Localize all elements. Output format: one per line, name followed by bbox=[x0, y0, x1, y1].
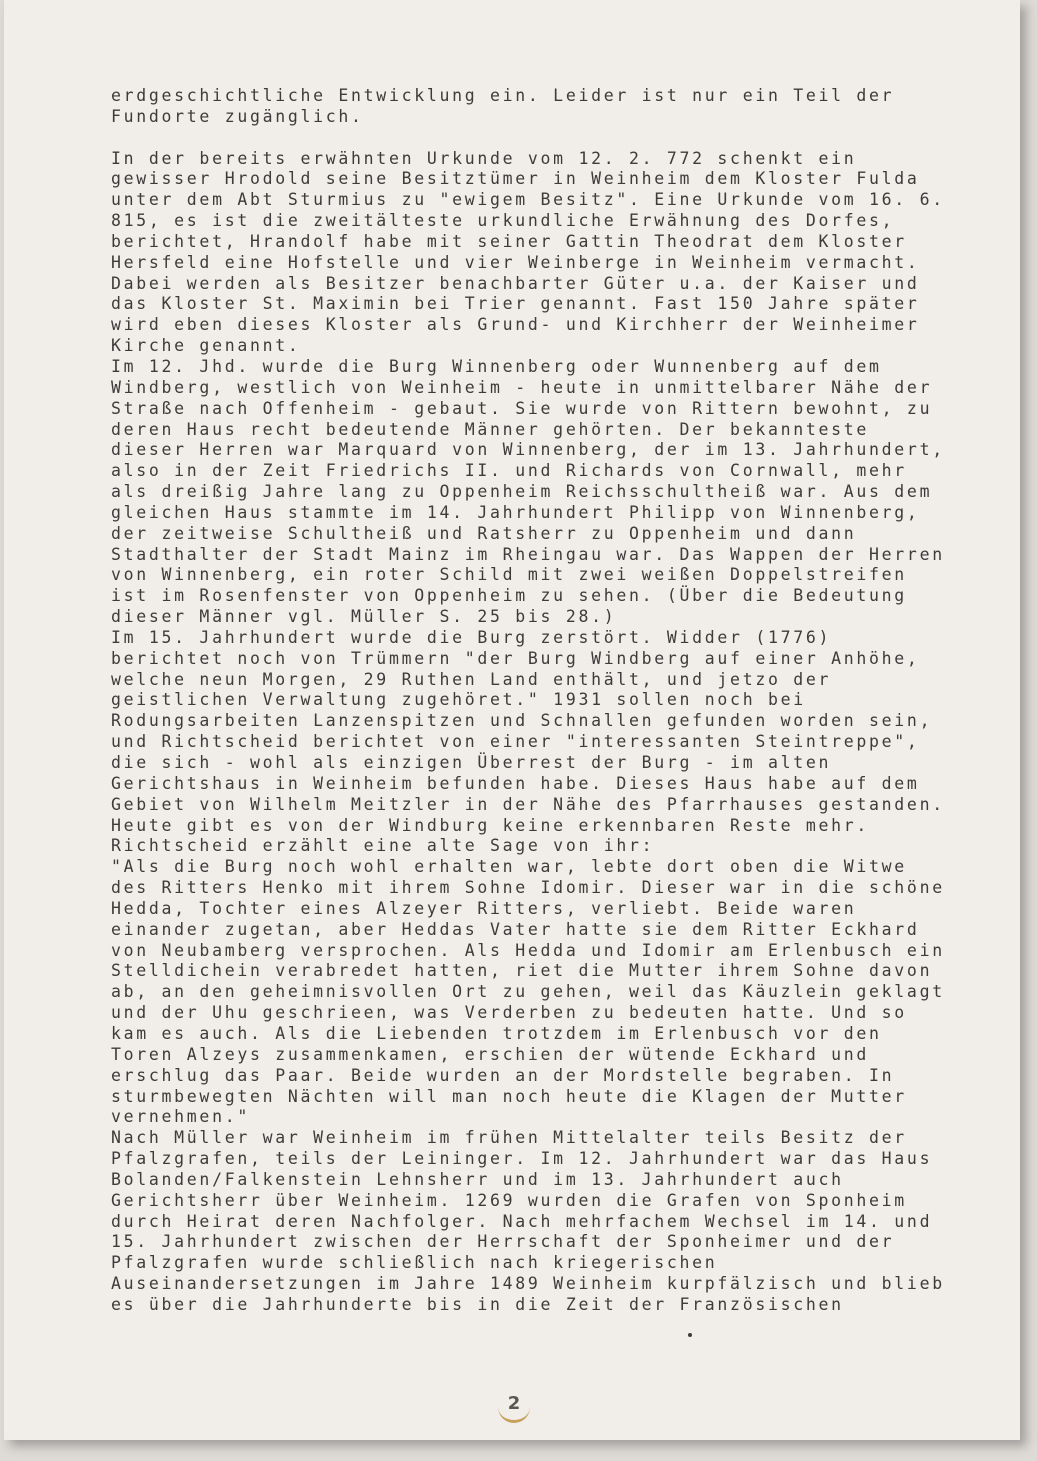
text-line: Nach Müller war Weinheim im frühen Mittelalter teils Besitz der bbox=[111, 1128, 907, 1148]
text-line: Dabei werden als Besitzer benachbarter Güter u.a. der Kaiser und bbox=[111, 273, 920, 293]
text-line: 15. Jahrhundert zwischen der Herrschaft der Sponheimer und der bbox=[111, 1232, 895, 1252]
text-line: welche neun Morgen, 29 Ruthen Land enthält, und jetzo der bbox=[111, 669, 832, 689]
text-line: Bolanden/Falkenstein Lehnsherr und im 13. Jahrhundert auch bbox=[111, 1169, 844, 1189]
text-line: erschlug das Paar. Beide wurden an der Mordstelle begraben. In bbox=[111, 1065, 895, 1085]
text-line: dieser Männer vgl. Müller S. 25 bis 28.) bbox=[111, 607, 617, 627]
text-line: Gerichtshaus in Weinheim befunden habe. Dieses Haus habe auf dem bbox=[111, 773, 920, 793]
text-line: Auseinandersetzungen im Jahre 1489 Weinheim kurpfälzisch und blieb bbox=[111, 1274, 945, 1294]
text-line: und Richtscheid berichtet von einer "interessanten Steintreppe", bbox=[111, 732, 920, 752]
text-line: gewisser Hrodold seine Besitztümer in Weinheim dem Kloster Fulda bbox=[111, 169, 920, 189]
text-line: Hedda, Tochter eines Alzeyer Ritters, verliebt. Beide waren bbox=[111, 898, 857, 918]
text-line: durch Heirat deren Nachfolger. Nach mehrfachem Wechsel im 14. und bbox=[111, 1211, 933, 1231]
text-line: Stadthalter der Stadt Mainz im Rheingau war. Das Wappen der Herren bbox=[111, 544, 945, 564]
text-line: deren Haus recht bedeutende Männer gehörten. Der bekannteste bbox=[111, 419, 870, 439]
page-number: 2 bbox=[507, 1393, 521, 1414]
text-line: ist im Rosenfenster von Oppenheim zu sehen. (Über die Bedeutung bbox=[111, 586, 907, 606]
text-line: also in der Zeit Friedrichs II. und Richards von Cornwall, mehr bbox=[111, 461, 907, 481]
text-line: von Neubamberg versprochen. Als Hedda und Idomir am Erlenbusch ein bbox=[111, 940, 945, 960]
text-line: von Winnenberg, ein roter Schild mit zwei weißen Doppelstreifen bbox=[111, 565, 907, 585]
text-line: berichtet, Hrandolf habe mit seiner Gattin Theodrat dem Kloster bbox=[111, 231, 907, 251]
text-line: Pfalzgrafen, teils der Leininger. Im 12. Jahrhundert war das Haus bbox=[111, 1149, 933, 1169]
text-line: Richtscheid erzählt eine alte Sage von ihr: bbox=[111, 836, 655, 856]
text-line: "Als die Burg noch wohl erhalten war, lebte dort oben die Witwe bbox=[111, 857, 907, 877]
text-line: In der bereits erwähnten Urkunde vom 12. 2. 772 schenkt ein bbox=[111, 148, 857, 168]
text-line: kam es auch. Als die Liebenden trotzdem im Erlenbusch vor den bbox=[111, 1023, 882, 1043]
text-line: Straße nach Offenheim - gebaut. Sie wurde von Rittern bewohnt, zu bbox=[111, 398, 933, 418]
text-line: unter dem Abt Sturmius zu "ewigem Besitz". Eine Urkunde vom 16. 6. bbox=[111, 190, 945, 210]
text-line: die sich - wohl als einzigen Überrest der Burg - im alten bbox=[111, 753, 832, 772]
text-line: gleichen Haus stammte im 14. Jahrhundert Philipp von Winnenberg, bbox=[111, 502, 920, 522]
text-line: dieser Herren war Marquard von Winnenberg, der im 13. Jahrhundert, bbox=[111, 440, 945, 460]
text-line: ab, an den geheimnisvollen Ort zu gehen, weil das Käuzlein geklagt bbox=[111, 982, 945, 1002]
text-line: vernehmen." bbox=[111, 1107, 250, 1127]
text-line: als dreißig Jahre lang zu Oppenheim Reichsschultheiß war. Aus dem bbox=[111, 482, 933, 502]
text-line: Heute gibt es von der Windburg keine erkennbaren Reste mehr. bbox=[111, 815, 870, 835]
text-line: das Kloster St. Maximin bei Trier genannt. Fast 150 Jahre später bbox=[111, 294, 920, 314]
text-line: Im 12. Jhd. wurde die Burg Winnenberg oder Wunnenberg auf dem bbox=[111, 356, 882, 376]
text-line: Hersfeld eine Hofstelle und vier Weinberge in Weinheim vermacht. bbox=[111, 252, 920, 272]
text-line: und der Uhu geschrieen, was Verderben zu bedeuten hatte. Und so bbox=[111, 1003, 907, 1023]
text-line: Windberg, westlich von Weinheim - heute in unmittelbarer Nähe der bbox=[111, 377, 933, 397]
text-line: 815, es ist die zweitälteste urkundliche Erwähnung des Dorfes, bbox=[111, 211, 895, 231]
text-line: Toren Alzeys zusammenkamen, erschien der wütende Eckhard und bbox=[111, 1044, 870, 1064]
body-text bbox=[111, 86, 951, 1316]
text-line: Stelldichein verabredet hatten, riet die Mutter ihrem Sohne davon bbox=[111, 961, 933, 981]
text-line: wird eben dieses Kloster als Grund- und Kirchherr der Weinheimer bbox=[111, 315, 920, 335]
text-line: Fundorte zugänglich. bbox=[111, 106, 364, 126]
text-line: der zeitweise Schultheiß und Ratsherr zu Oppenheim und dann bbox=[111, 523, 857, 543]
text-line: Rodungsarbeiten Lanzenspitzen und Schnallen gefunden worden sein, bbox=[111, 711, 933, 731]
text-line: es über die Jahrhunderte bis in die Zeit der Französischen bbox=[111, 1294, 844, 1314]
text-line: berichtet noch von Trümmern "der Burg Windberg auf einer Anhöhe, bbox=[111, 648, 920, 668]
ink-speck bbox=[688, 1333, 692, 1337]
text-line: sturmbewegten Nächten will man noch heute die Klagen der Mutter bbox=[111, 1086, 907, 1106]
text-line: geistlichen Verwaltung zugehöret." 1931 sollen noch bei bbox=[111, 690, 806, 710]
text-line: Im 15. Jahrhundert wurde die Burg zerstört. Widder (1776) bbox=[111, 627, 832, 647]
document-page bbox=[4, 0, 1020, 1440]
text-line: Kirche genannt. bbox=[111, 336, 301, 356]
text-line: Pfalzgrafen wurde schließlich nach kriegerischen bbox=[111, 1253, 718, 1273]
text-line: des Ritters Henko mit ihrem Sohne Idomir. Dieser war in die schöne bbox=[111, 878, 945, 898]
text-line: Gerichtsherr über Weinheim. 1269 wurden die Grafen von Sponheim bbox=[111, 1190, 907, 1210]
text-line: einander zugetan, aber Heddas Vater hatte sie dem Ritter Eckhard bbox=[111, 919, 920, 939]
text-line: Gebiet von Wilhelm Meitzler in der Nähe des Pfarrhauses gestanden. bbox=[111, 794, 945, 814]
text-line: erdgeschichtliche Entwicklung ein. Leider ist nur ein Teil der bbox=[111, 86, 895, 105]
blank-line bbox=[111, 128, 951, 149]
